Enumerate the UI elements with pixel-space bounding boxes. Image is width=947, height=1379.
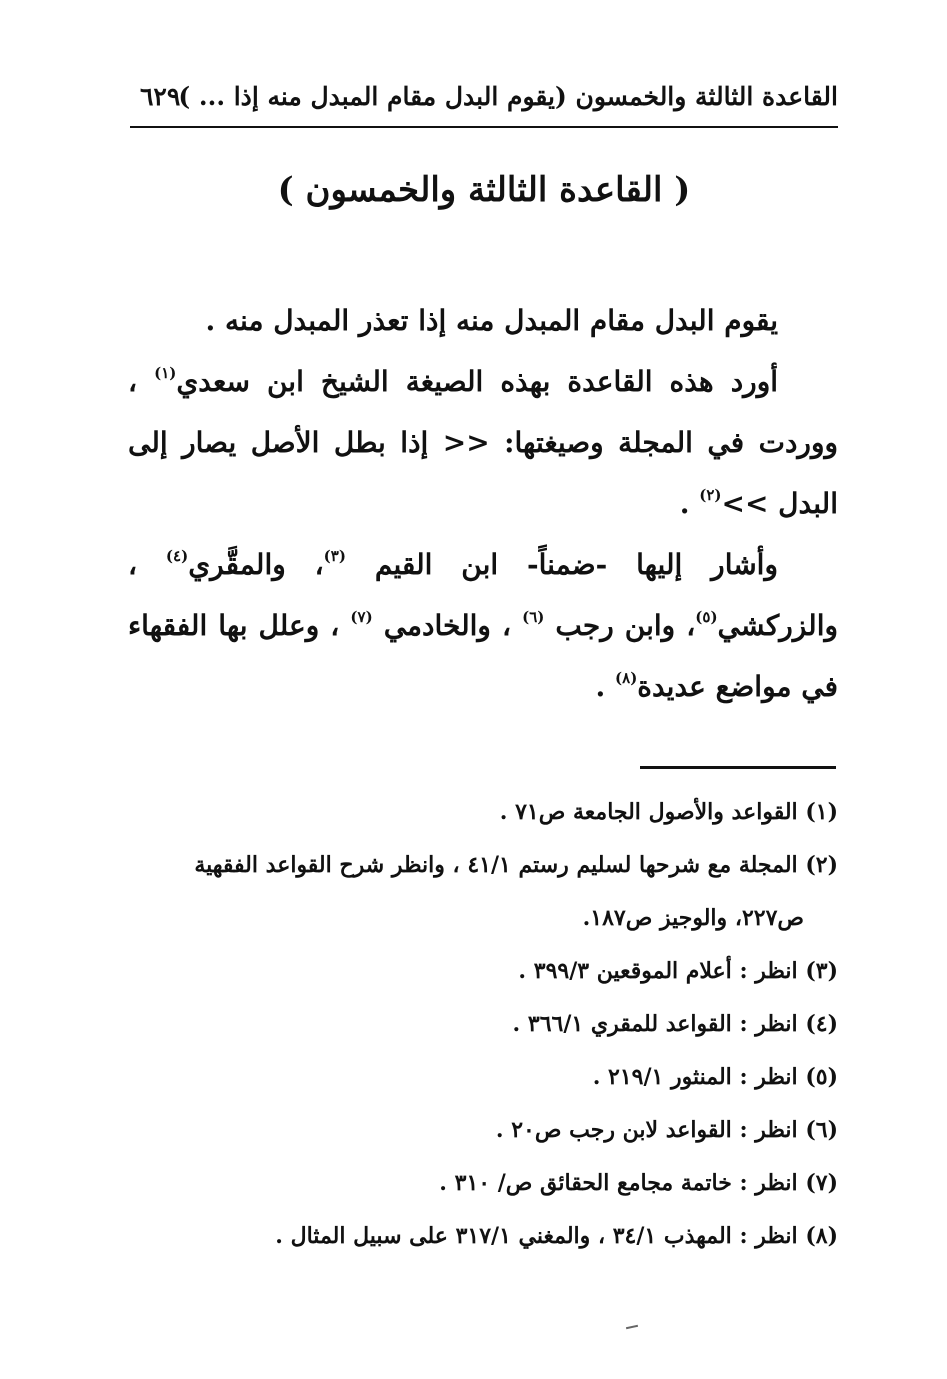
footnote-ref-3[interactable]: (٣) (323, 547, 346, 565)
footnote-ref-4[interactable]: (٤) (165, 547, 189, 565)
footnote-number: (٦) (805, 1117, 838, 1143)
footnote-1 (128, 786, 838, 839)
footnote-ref-1[interactable]: (١) (154, 364, 177, 382)
footnote-text: المجلة مع شرحها لسليم رستم ٤١/١ ، وانظر شرح القواعد الفقهية (194, 852, 798, 878)
footnote-text: انظر : القواعد لابن رجب ص٢٠ . (495, 1117, 798, 1143)
section-title: ( القاعدة الثالثة والخمسون ) (277, 170, 691, 210)
footnote-text: انظر : أعلام الموقعين ٣٩٩/٣ . (518, 958, 798, 984)
footnote-ref-2[interactable]: (٢) (699, 486, 722, 504)
footnote-3 (128, 945, 838, 998)
footnote-4 (128, 998, 838, 1051)
running-title: القاعدة الثالثة والخمسون (يقوم البدل مقام المبدل منه إذا ... ) (178, 82, 838, 111)
running-header (130, 78, 838, 126)
paragraph-2-text: وأشار إليها -ضمناً- ابن القيم (345, 548, 778, 581)
footnote-separator (640, 766, 836, 769)
footnote-ref-6[interactable]: (٦) (522, 608, 545, 626)
footnote-text: انظر : المنثور ٢١٩/١ . (592, 1064, 798, 1090)
paragraph-2-text: . (595, 670, 616, 703)
paragraph-2 (128, 534, 838, 717)
footnote-number: (٣) (805, 958, 838, 984)
body-text (128, 290, 838, 717)
paragraph-2-text: ، وابن رجب (544, 609, 696, 642)
footnote-number: (٤) (805, 1011, 838, 1037)
footnote-6 (128, 1104, 838, 1157)
footnote-2 (128, 839, 838, 945)
footnote-number: (٢) (805, 852, 838, 878)
rule-statement: يقوم البدل مقام المبدل منه إذا تعذر المبدل منه . (205, 304, 778, 337)
footnote-number: (١) (805, 799, 838, 825)
footnote-continuation: ص٢٢٧، والوجيز ص١٨٧. (582, 905, 804, 931)
footnote-5 (128, 1051, 838, 1104)
paragraph-1-text: . (679, 487, 700, 520)
scan-mark (626, 1325, 638, 1329)
footnote-ref-7[interactable]: (٧) (350, 608, 373, 626)
footnote-8 (128, 1210, 838, 1263)
header-rule (130, 126, 838, 128)
footnote-text: القواعد والأصول الجامعة ص٧١ . (499, 799, 798, 825)
paragraph-1-text: أورد هذه القاعدة بهذه الصيغة الشيخ ابن سعدي (176, 365, 778, 398)
footnotes (128, 786, 838, 1263)
footnote-number: (٧) (805, 1170, 838, 1196)
paragraph-1-text: ، ووردت في المجلة وصيغتها: << إذا بطل الأصل يصار إلى البدل >> (128, 365, 838, 520)
paragraph-2-text: ، والمقَّري (188, 548, 324, 581)
paragraph-2-text: ، والخادمي (372, 609, 523, 642)
footnote-text: انظر : خاتمة مجامع الحقائق ص/ ٣١٠ . (439, 1170, 798, 1196)
footnote-7 (128, 1157, 838, 1210)
footnote-text: انظر : القواعد للمقري ٣٦٦/١ . (512, 1011, 798, 1037)
footnote-text: انظر : المهذب ٣٤/١ ، والمغني ٣١٧/١ على سبيل المثال . (275, 1223, 798, 1249)
page-number: ٦٢٩ (140, 82, 181, 111)
footnote-ref-5[interactable]: (٥) (695, 608, 718, 626)
footnote-ref-8[interactable]: (٨) (615, 669, 638, 687)
footnote-number: (٥) (805, 1064, 838, 1090)
paragraph-2-text: ، والزركشي (128, 548, 838, 642)
paragraph-2-text: ، وعلل بها الفقهاء في مواضع عديدة (128, 609, 838, 703)
footnote-number: (٨) (805, 1223, 838, 1249)
paragraph-1 (128, 351, 838, 534)
